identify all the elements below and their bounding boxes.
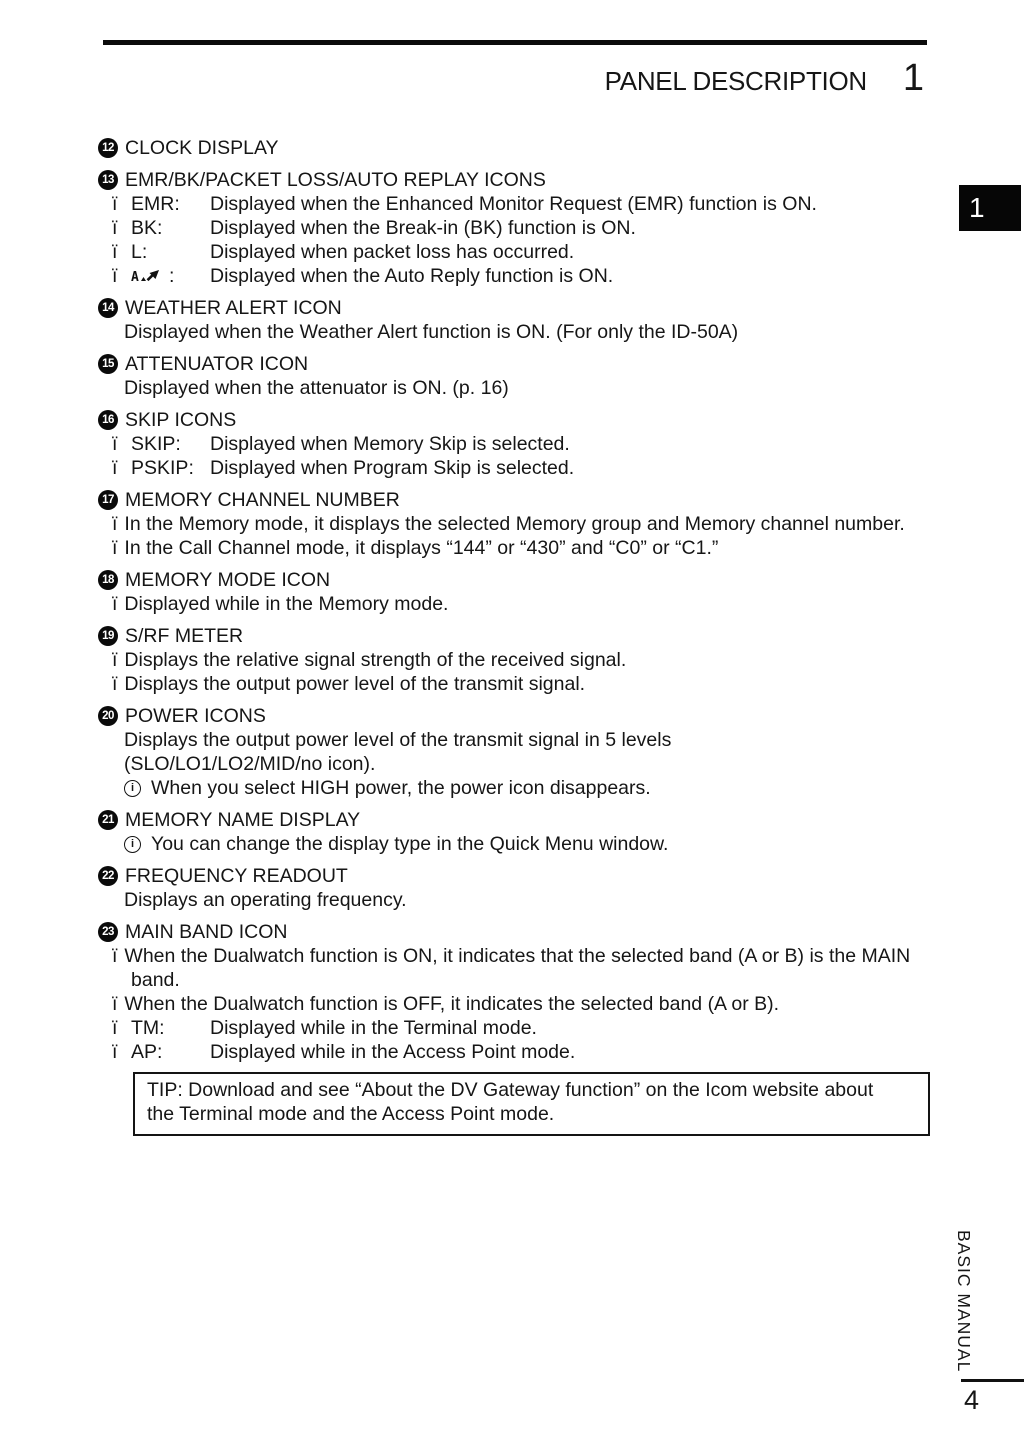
info-text: When you select HIGH power, the power icon disappears. bbox=[151, 777, 651, 799]
item-title: POWER ICONS bbox=[125, 705, 266, 727]
item-heading bbox=[98, 488, 930, 512]
item-title: SKIP ICONS bbox=[125, 409, 237, 431]
description-text: Displays the output power level of the transmit signal in 5 levels (SLO/LO1/LO2/MID/no icon). bbox=[124, 729, 672, 775]
page-number: 4 bbox=[964, 1385, 980, 1415]
page-footer bbox=[961, 1379, 1024, 1416]
item-heading bbox=[98, 864, 930, 888]
definition-label: A : bbox=[131, 265, 175, 287]
info-icon: i bbox=[124, 780, 141, 797]
item-number-badge: 13 bbox=[98, 170, 118, 190]
item-number-badge: 16 bbox=[98, 410, 118, 430]
item-title: CLOCK DISPLAY bbox=[125, 137, 279, 159]
page-header bbox=[0, 57, 1024, 99]
bullet-glyph: ï bbox=[112, 673, 118, 695]
info-row bbox=[124, 776, 930, 800]
definition-row bbox=[98, 432, 930, 456]
item-heading bbox=[98, 704, 930, 728]
item-number-badge: 22 bbox=[98, 866, 118, 886]
item-heading bbox=[98, 408, 930, 432]
definition-text: Displayed when the Auto Reply function is ON. bbox=[210, 265, 614, 287]
definition-row bbox=[98, 240, 930, 264]
manual-item bbox=[98, 352, 930, 400]
item-title: ATTENUATOR ICON bbox=[125, 353, 309, 375]
manual-item bbox=[98, 296, 930, 344]
manual-item bbox=[98, 136, 930, 160]
description-text: Displayed when the attenuator is ON. (p. 16) bbox=[124, 377, 509, 399]
item-heading bbox=[98, 920, 930, 944]
definition-label: TM: bbox=[131, 1017, 165, 1039]
manual-item bbox=[98, 488, 930, 560]
item-heading bbox=[98, 296, 930, 320]
bullet-row: ï When the Dualwatch function is OFF, it indicates the selected band (A or B). bbox=[112, 993, 780, 1015]
item-number-badge: 23 bbox=[98, 922, 118, 942]
bullet-glyph: ï bbox=[112, 241, 118, 263]
info-text: You can change the display type in the Quick Menu window. bbox=[151, 833, 669, 855]
bullet-row: ï When the Dualwatch function is ON, it indicates that the selected band (A or B) is the MAIN band. bbox=[112, 945, 911, 991]
definition-row bbox=[98, 216, 930, 240]
item-heading bbox=[98, 808, 930, 832]
item-heading bbox=[98, 352, 930, 376]
side-label-basic-manual: BASIC MANUAL bbox=[954, 1230, 974, 1373]
definition-label: EMR: bbox=[131, 193, 180, 215]
bullet-glyph: ï bbox=[112, 945, 118, 967]
tip-box bbox=[133, 1072, 930, 1136]
bullet-glyph: ï bbox=[112, 433, 118, 455]
auto-reply-icon bbox=[131, 268, 164, 284]
item-title: EMR/BK/PACKET LOSS/AUTO REPLAY ICONS bbox=[125, 169, 546, 191]
item-title: MAIN BAND ICON bbox=[125, 921, 288, 943]
info-icon: i bbox=[124, 836, 141, 853]
manual-item bbox=[98, 624, 930, 696]
item-title: MEMORY CHANNEL NUMBER bbox=[125, 489, 400, 511]
item-number-badge: 18 bbox=[98, 570, 118, 590]
item-number-badge: 12 bbox=[98, 138, 118, 158]
definition-label: AP: bbox=[131, 1041, 163, 1063]
definition-text: Displayed when packet loss has occurred. bbox=[210, 241, 575, 263]
bullet-glyph: ï bbox=[112, 217, 118, 239]
manual-item bbox=[98, 568, 930, 616]
manual-item bbox=[98, 920, 930, 1064]
bullet-glyph: ï bbox=[112, 457, 118, 479]
definition-row bbox=[98, 1040, 930, 1064]
item-title: MEMORY MODE ICON bbox=[125, 569, 331, 591]
item-number-badge: 19 bbox=[98, 626, 118, 646]
manual-item bbox=[98, 408, 930, 480]
svg-text:A: A bbox=[131, 270, 139, 284]
definition-row bbox=[98, 1016, 930, 1040]
definition-text: Displayed while in the Access Point mode. bbox=[210, 1041, 576, 1063]
definition-text: Displayed when Memory Skip is selected. bbox=[210, 433, 570, 455]
panel-description-list bbox=[98, 136, 930, 1136]
header-rule bbox=[103, 40, 927, 45]
item-number-badge: 14 bbox=[98, 298, 118, 318]
item-number-badge: 15 bbox=[98, 354, 118, 374]
definition-label: SKIP: bbox=[131, 433, 181, 455]
item-heading bbox=[98, 136, 930, 160]
item-heading bbox=[98, 624, 930, 648]
bullet-glyph: ï bbox=[112, 513, 118, 535]
bullet-glyph: ï bbox=[112, 593, 118, 615]
bullet-glyph: ï bbox=[112, 265, 118, 287]
bullet-row: ï Displays the relative signal strength of the received signal. bbox=[112, 649, 627, 671]
manual-item bbox=[98, 864, 930, 912]
item-title: WEATHER ALERT ICON bbox=[125, 297, 342, 319]
info-row bbox=[124, 832, 930, 856]
item-title: S/RF METER bbox=[125, 625, 244, 647]
manual-item bbox=[98, 704, 930, 800]
bullet-glyph: ï bbox=[112, 649, 118, 671]
definition-row bbox=[98, 192, 930, 216]
manual-item bbox=[98, 168, 930, 288]
bullet-glyph: ï bbox=[112, 1041, 118, 1063]
items-container bbox=[98, 136, 930, 1064]
item-title: MEMORY NAME DISPLAY bbox=[125, 809, 361, 831]
chapter-tab-number: 1 bbox=[969, 192, 985, 223]
item-number-badge: 20 bbox=[98, 706, 118, 726]
item-heading bbox=[98, 168, 930, 192]
bullet-glyph: ï bbox=[112, 193, 118, 215]
definition-label: BK: bbox=[131, 217, 163, 239]
manual-item bbox=[98, 808, 930, 856]
chapter-tab bbox=[959, 185, 1021, 231]
item-number-badge: 17 bbox=[98, 490, 118, 510]
tip-text: TIP: Download and see “About the DV Gateway function” on the Icom website about the Terminal mode and the Access Point mode. bbox=[147, 1079, 874, 1125]
bullet-glyph: ï bbox=[112, 537, 118, 559]
definition-text: Displayed when the Break-in (BK) function is ON. bbox=[210, 217, 636, 239]
bullet-row: ï Displays the output power level of the transmit signal. bbox=[112, 673, 586, 695]
item-number-badge: 21 bbox=[98, 810, 118, 830]
definition-label: L: bbox=[131, 241, 148, 263]
definition-label: PSKIP: bbox=[131, 457, 194, 479]
page-title: PANEL DESCRIPTION bbox=[604, 66, 867, 96]
item-title: FREQUENCY READOUT bbox=[125, 865, 348, 887]
description-text: Displayed when the Weather Alert function is ON. (For only the ID-50A) bbox=[124, 321, 739, 343]
bullet-glyph: ï bbox=[112, 993, 118, 1015]
definition-text: Displayed when the Enhanced Monitor Request (EMR) function is ON. bbox=[210, 193, 817, 215]
definition-text: Displayed while in the Terminal mode. bbox=[210, 1017, 537, 1039]
definition-row bbox=[98, 264, 930, 288]
bullet-row: ï In the Memory mode, it displays the selected Memory group and Memory channel number. bbox=[112, 513, 905, 535]
bullet-row: ï Displayed while in the Memory mode. bbox=[112, 593, 449, 615]
bullet-glyph: ï bbox=[112, 1017, 118, 1039]
definition-row bbox=[98, 456, 930, 480]
chapter-number: 1 bbox=[902, 57, 924, 99]
bullet-row: ï In the Call Channel mode, it displays “144” or “430” and “C0” or “C1.” bbox=[112, 537, 719, 559]
definition-text: Displayed when Program Skip is selected. bbox=[210, 457, 575, 479]
description-text: Displays an operating frequency. bbox=[124, 889, 407, 911]
item-heading bbox=[98, 568, 930, 592]
